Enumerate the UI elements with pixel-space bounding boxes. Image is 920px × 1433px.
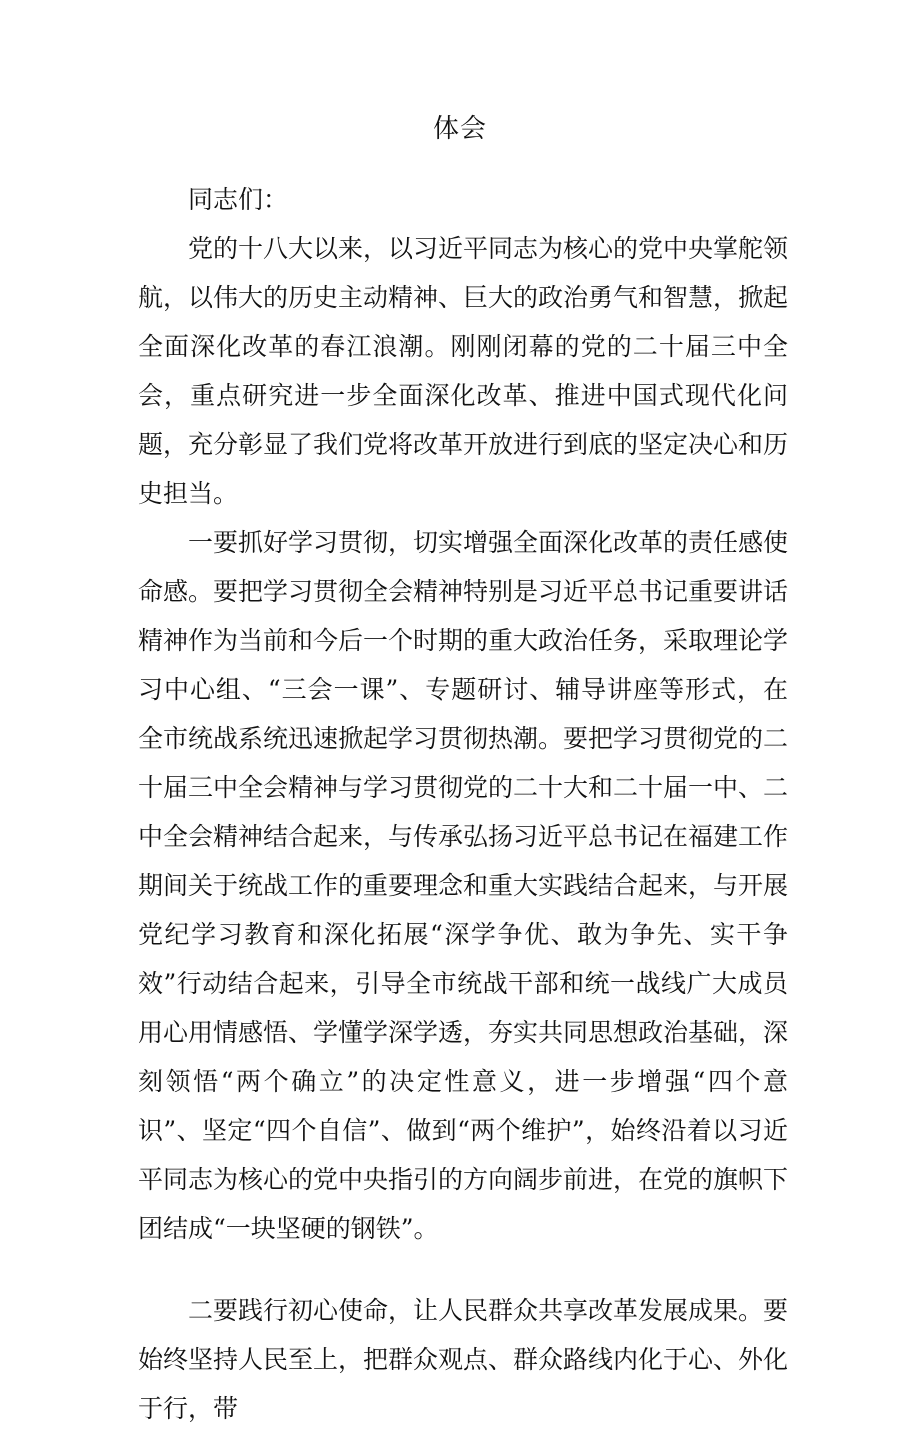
paragraph-point-one: 一要抓好学习贯彻，切实增强全面深化改革的责任感使命感。要把学习贯彻全会精神特别是习近平总书记重要讲话精神作为当前和今后一个时期的重大政治任务，采取理论学习中心组、“三会一课”、专题研讨、辅导讲座等形式，在全市统战系统迅速掀起学习贯彻热潮。要把学习贯彻党的二十届三中全会精神与学习贯彻党的二十大和二十届一中、二中全会精神结合起来，与传承弘扬习近平总书记在福建工作期间关于统战工作的重要理念和重大实践结合起来，与开展党纪学习教育和深化拓展“深学争优、敢为争先、实干争效”行动结合起来，引导全市统战干部和统一战线广大成员用心用情感悟、学懂学深学透，夯实共同思想政治基础，深刻领悟“两个确立”的决定性意义，进一步增强“四个意识”、坚定“四个自信”、做到“两个维护”，始终沿着以习近平同志为核心的党中央指引的方向阔步前进，在党的旗帜下团结成“一块坚硬的钢铁”。 xyxy=(138,528,789,1243)
salutation: 同志们： xyxy=(188,185,289,214)
paragraph-intro: 党的十八大以来，以习近平同志为核心的党中央掌舵领航，以伟大的历史主动精神、巨大的政治勇气和智慧，掀起全面深化改革的春江浪潮。刚刚闭幕的党的二十届三中全会，重点研究进一步全面深化改革、推进中国式现代化问题，充分彰显了我们党将改革开放进行到底的坚定决心和历史担当。 xyxy=(138,234,789,508)
document-body xyxy=(138,175,788,1433)
document-title: 体会 xyxy=(432,114,487,144)
paragraph-point-two: 二要践行初心使命，让人民群众共享改革发展成果。要始终坚持人民至上，把群众观点、群众路线内化于心、外化于行，带 xyxy=(138,1296,789,1423)
